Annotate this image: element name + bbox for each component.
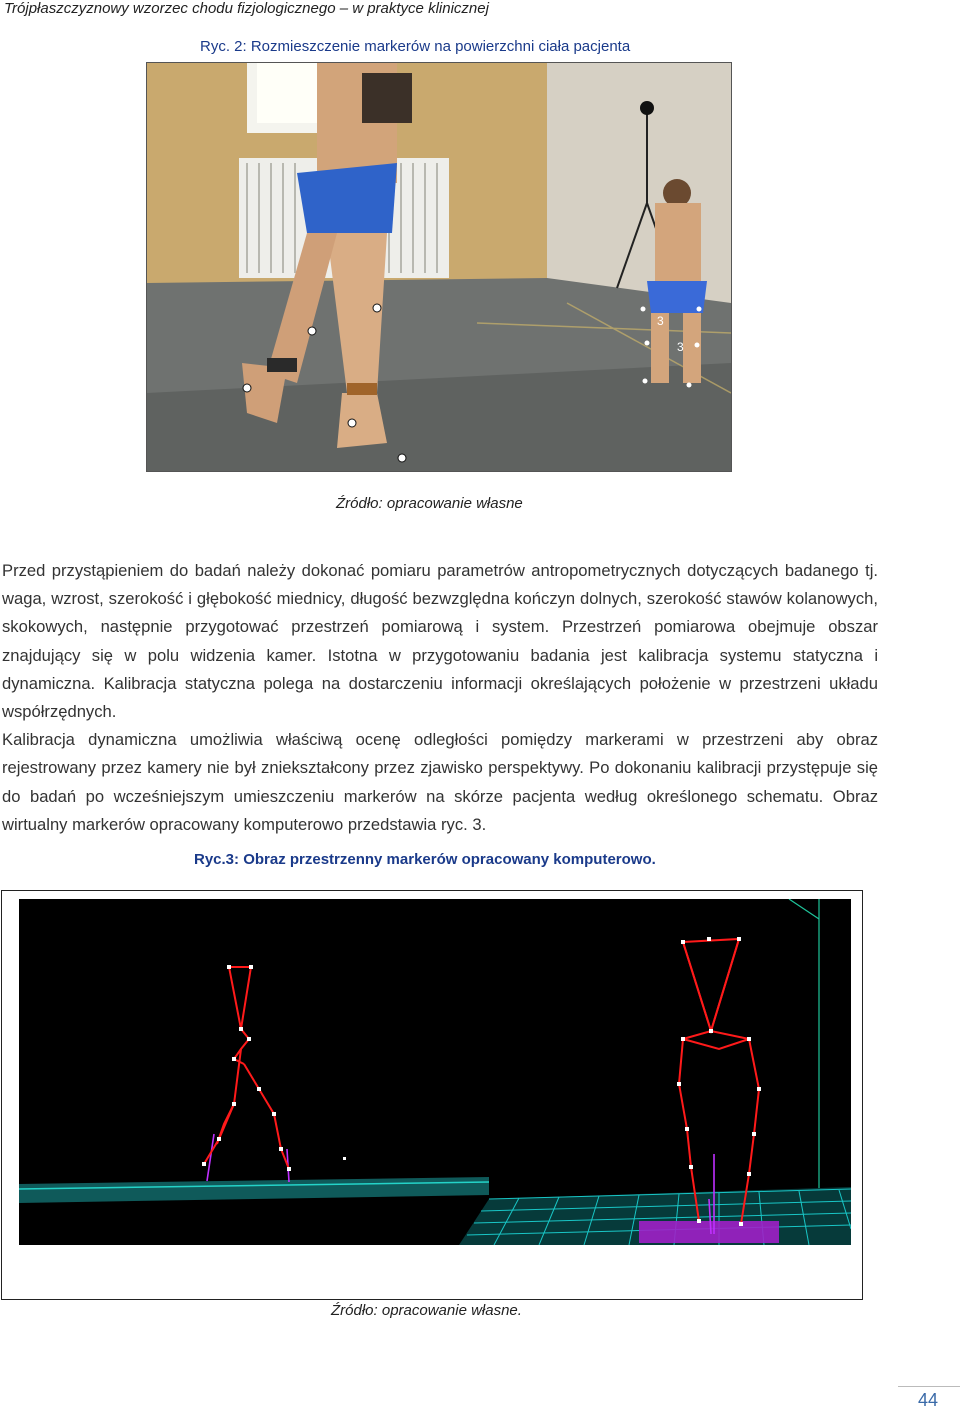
paragraph: Kalibracja dynamiczna umożliwia właściwą ocenę odległości pomiędzy markerami w przestrzeni aby obraz rejestrowany przez kamery nie był zniekształcony przez zjawisko perspektywy. Po dokonaniu kalibracji przystępuje się do badań po wcześniejszym umieszczeniu markerów na skórze pacjenta według określonego schematu. Obraz wirtualny markerów opracowany komputerowo przedstawia ryc. 3. (2, 730, 878, 834)
page-number: 44 (918, 1390, 939, 1410)
figure-1-source: Źródło: opracowanie własne (336, 495, 523, 512)
gait-lab-photo-illustration (147, 63, 731, 471)
virtual-markers-illustration (19, 899, 851, 1245)
paragraph: Przed przystąpieniem do badań należy dokonać pomiaru parametrów antropometrycznych dotyczących badanego tj. waga, wzrost, szerokość i głębokość miednicy, długość bezwzględna kończyn dolnych, szerokość stawów kolanowych, skokowych, następnie przygotować przestrzeń pomiarową i system. Przestrzeń pomiarowa obejmuje obszar znajdujący się w polu widzenia kamer. Istotna w przygotowaniu badania jest kalibracja systemu statyczna i dynamiczna. Kalibracja statyczna polega na dostarczeniu informacji określających położenie w przestrzeni układu współrzędnych. (2, 561, 878, 722)
photo-marker-number: 3 (657, 314, 664, 328)
running-header: Trójpłaszczyznowy wzorzec chodu fizjologicznego – w praktyce klinicznej (4, 0, 489, 17)
page-number-rule (898, 1386, 960, 1387)
virtual-marker-screen (19, 899, 851, 1245)
figure-2-caption: Ryc.3: Obraz przestrzenny markerów opracowany komputerowo. (194, 851, 656, 868)
figure-1-photo (146, 62, 732, 472)
figure-2-frame (1, 890, 863, 1300)
figure-1-caption: Ryc. 2: Rozmieszczenie markerów na powierzchni ciała pacjenta (200, 38, 631, 55)
figure-2-source: Źródło: opracowanie własne. (331, 1302, 522, 1319)
body-text (2, 557, 878, 839)
photo-marker-number: 3 (677, 340, 684, 354)
